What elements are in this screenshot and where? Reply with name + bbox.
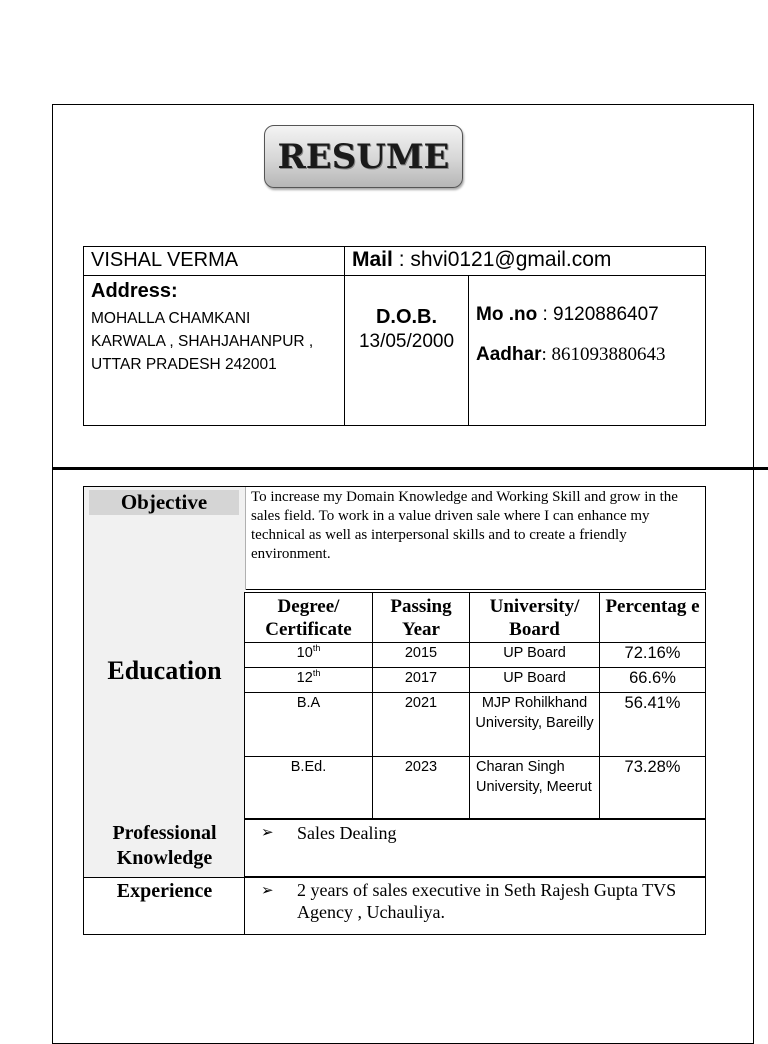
address-line-2: KARWALA , SHAHJAHANPUR , bbox=[91, 333, 314, 350]
header-year: Passing Year bbox=[373, 593, 470, 643]
table-row bbox=[245, 693, 706, 757]
education-table bbox=[244, 592, 706, 819]
aadhar-label: Aadhar bbox=[476, 344, 542, 365]
table-row bbox=[245, 757, 706, 819]
table-row bbox=[245, 668, 706, 693]
arrowhead-bullet-icon: ➢ bbox=[261, 882, 274, 899]
address-block bbox=[83, 275, 345, 426]
table-row bbox=[245, 643, 706, 668]
education-label-cell bbox=[83, 590, 245, 819]
aadhar-value: : 861093880643 bbox=[541, 344, 666, 365]
education-title: Education bbox=[107, 656, 222, 685]
row-board: UP Board bbox=[470, 668, 600, 693]
mail-label: Mail bbox=[352, 248, 393, 271]
row-percent: 73.28% bbox=[600, 757, 706, 819]
row-percent: 72.16% bbox=[600, 643, 706, 668]
address-line-1: MOHALLA CHAMKANI bbox=[91, 310, 251, 327]
mobile-line bbox=[476, 304, 698, 326]
resume-title-badge bbox=[264, 125, 463, 188]
objective-title: Objective bbox=[89, 490, 239, 515]
candidate-name: VISHAL VERMA bbox=[83, 246, 345, 276]
experience-item: 2 years of sales executive in Seth Rajesh Gupta TVS Agency , Uchauliya. bbox=[297, 880, 677, 922]
mail-field bbox=[344, 246, 706, 276]
row-board: UP Board bbox=[470, 643, 600, 668]
row-year: 2017 bbox=[373, 668, 470, 693]
row-percent: 56.41% bbox=[600, 693, 706, 757]
header-percent: Percentag e bbox=[600, 593, 706, 643]
objective-text: To increase my Domain Knowledge and Working Skill and grow in the sales field. To work in a value driven sale where I can enhance my technical as well as interpersonal skills and to create a friendly environment. bbox=[251, 489, 678, 562]
dob-value: 13/05/2000 bbox=[358, 331, 455, 352]
row-degree: 10th bbox=[245, 643, 373, 668]
mail-value: : shvi0121@gmail.com bbox=[398, 248, 612, 271]
professional-content bbox=[244, 819, 706, 877]
row-degree: B.Ed. bbox=[245, 757, 373, 819]
row-degree: B.A bbox=[245, 693, 373, 757]
row-percent: 66.6% bbox=[600, 668, 706, 693]
aadhar-line bbox=[476, 344, 698, 366]
contact-block bbox=[468, 275, 706, 426]
row-year: 2023 bbox=[373, 757, 470, 819]
education-header-row bbox=[245, 593, 706, 643]
row-year: 2015 bbox=[373, 643, 470, 668]
professional-label-cell bbox=[83, 819, 245, 877]
dob-block bbox=[344, 275, 469, 426]
row-board: Charan Singh University, Meerut bbox=[470, 757, 600, 819]
arrowhead-bullet-icon: ➢ bbox=[261, 824, 274, 841]
objective-label-cell bbox=[84, 487, 246, 590]
resume-title: RESUME bbox=[277, 136, 450, 177]
dob-label: D.O.B. bbox=[375, 306, 438, 328]
row-board: MJP Rohilkhand University, Bareilly bbox=[470, 693, 600, 757]
experience-title: Experience bbox=[116, 880, 213, 902]
row-year: 2021 bbox=[373, 693, 470, 757]
mobile-value: : 9120886407 bbox=[542, 304, 659, 325]
address-label: Address: bbox=[91, 280, 178, 302]
objective-section bbox=[83, 486, 706, 590]
mobile-label: Mo .no bbox=[476, 304, 538, 325]
address-line-3: UTTAR PRADESH 242001 bbox=[91, 356, 277, 373]
header-degree: Degree/ Certificate bbox=[245, 593, 373, 643]
professional-item: Sales Dealing bbox=[297, 823, 397, 843]
header-board: University/ Board bbox=[470, 593, 600, 643]
section-divider bbox=[52, 467, 768, 470]
row-degree: 12th bbox=[245, 668, 373, 693]
professional-title: Professional Knowledge bbox=[112, 822, 217, 869]
experience-content bbox=[244, 877, 706, 935]
experience-label-cell bbox=[83, 877, 245, 935]
